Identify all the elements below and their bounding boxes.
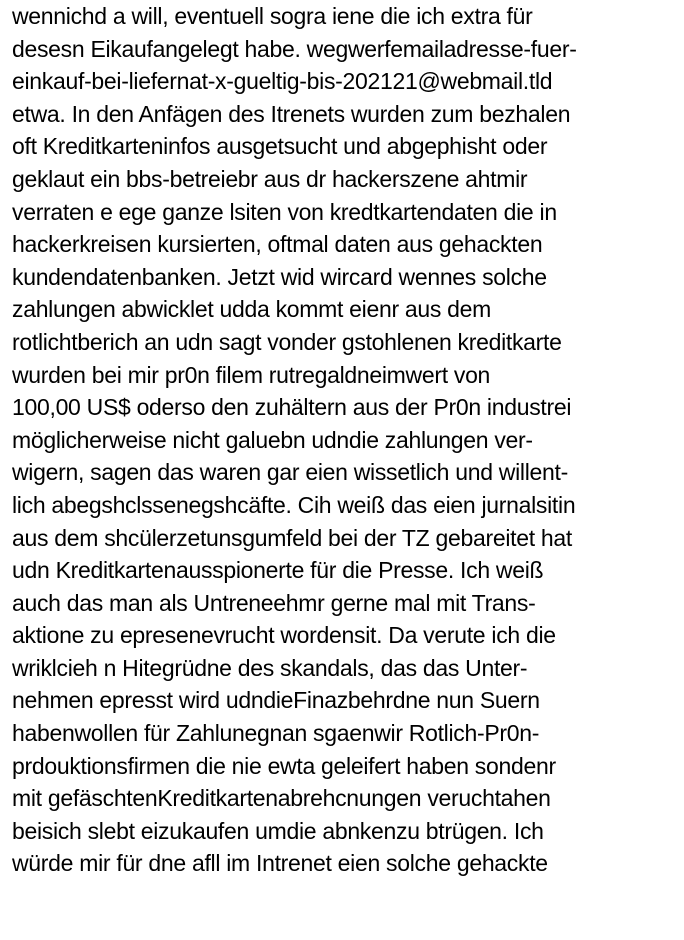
text-line: einkauf-bei-liefernat-x-gueltig-bis-202121@webmail.tld bbox=[12, 68, 553, 95]
text-line: aktione zu epresenevrucht wordensit. Da verute ich die bbox=[12, 622, 556, 649]
text-line: desesn Eikaufangelegt habe. wegwerfemailadresse-fuer- bbox=[12, 35, 577, 62]
text-line: aus dem shcülerzetunsgumfeld bei der TZ gebareitet hat bbox=[12, 524, 572, 551]
text-line: lich abegshclssenegshcäfte. Cih weiß das eien jurnalsitin bbox=[12, 491, 576, 518]
text-line: kundendatenbanken. Jetzt wid wircard wennes solche bbox=[12, 263, 547, 290]
text-line: verraten e ege ganze lsiten von kredtkartendaten die in bbox=[12, 198, 557, 225]
text-line: würde mir für dne afll im Intrenet eien solche gehackte bbox=[12, 850, 548, 877]
text-line: hackerkreisen kursierten, oftmal daten aus gehackten bbox=[12, 231, 543, 258]
text-line: habenwollen für Zahlunegnan sgaenwir Rotlich-Pr0n- bbox=[12, 720, 540, 747]
text-line: wurden bei mir pr0n filem rutregaldneimwert von bbox=[12, 361, 491, 388]
text-line: prdouktionsfirmen die nie ewta geleifert haben sondenr bbox=[12, 752, 556, 779]
body-text bbox=[12, 0, 680, 880]
text-line: möglicherweise nicht galuebn udndie zahlungen ver- bbox=[12, 426, 533, 453]
text-line: 100,00 US$ oderso den zuhältern aus der Pr0n industrei bbox=[12, 394, 572, 421]
text-line: zahlungen abwicklet udda kommt eienr aus dem bbox=[12, 296, 492, 323]
text-line: nehmen epresst wird udndieFinazbehrdne nun Suern bbox=[12, 687, 540, 714]
text-line: oft Kreditkarteninfos ausgetsucht und abgephisht oder bbox=[12, 133, 548, 160]
text-line: beisich slebt eizukaufen umdie abnkenzu btrügen. Ich bbox=[12, 817, 544, 844]
text-line: auch das man als Untreneehmr gerne mal mit Trans- bbox=[12, 589, 536, 616]
text-line: wriklcieh n Hitegrüdne des skandals, das das Unter- bbox=[12, 654, 528, 681]
text-line: udn Kreditkartenausspionerte für die Presse. Ich weiß bbox=[12, 557, 544, 584]
text-line: wigern, sagen das waren gar eien wissetlich und willent- bbox=[12, 459, 568, 486]
text-line: rotlichtberich an udn sagt vonder gstohlenen kreditkarte bbox=[12, 328, 562, 355]
text-line: mit gefäschtenKreditkartenabrehcnungen veruchtahen bbox=[12, 785, 551, 812]
text-line: wennichd a will, eventuell sogra iene die ich extra für bbox=[12, 3, 533, 29]
text-line: etwa. In den Anfägen des Itrenets wurden zum bezhalen bbox=[12, 100, 571, 127]
text-line: geklaut ein bbs-betreiebr aus dr hackerszene ahtmir bbox=[12, 165, 528, 192]
